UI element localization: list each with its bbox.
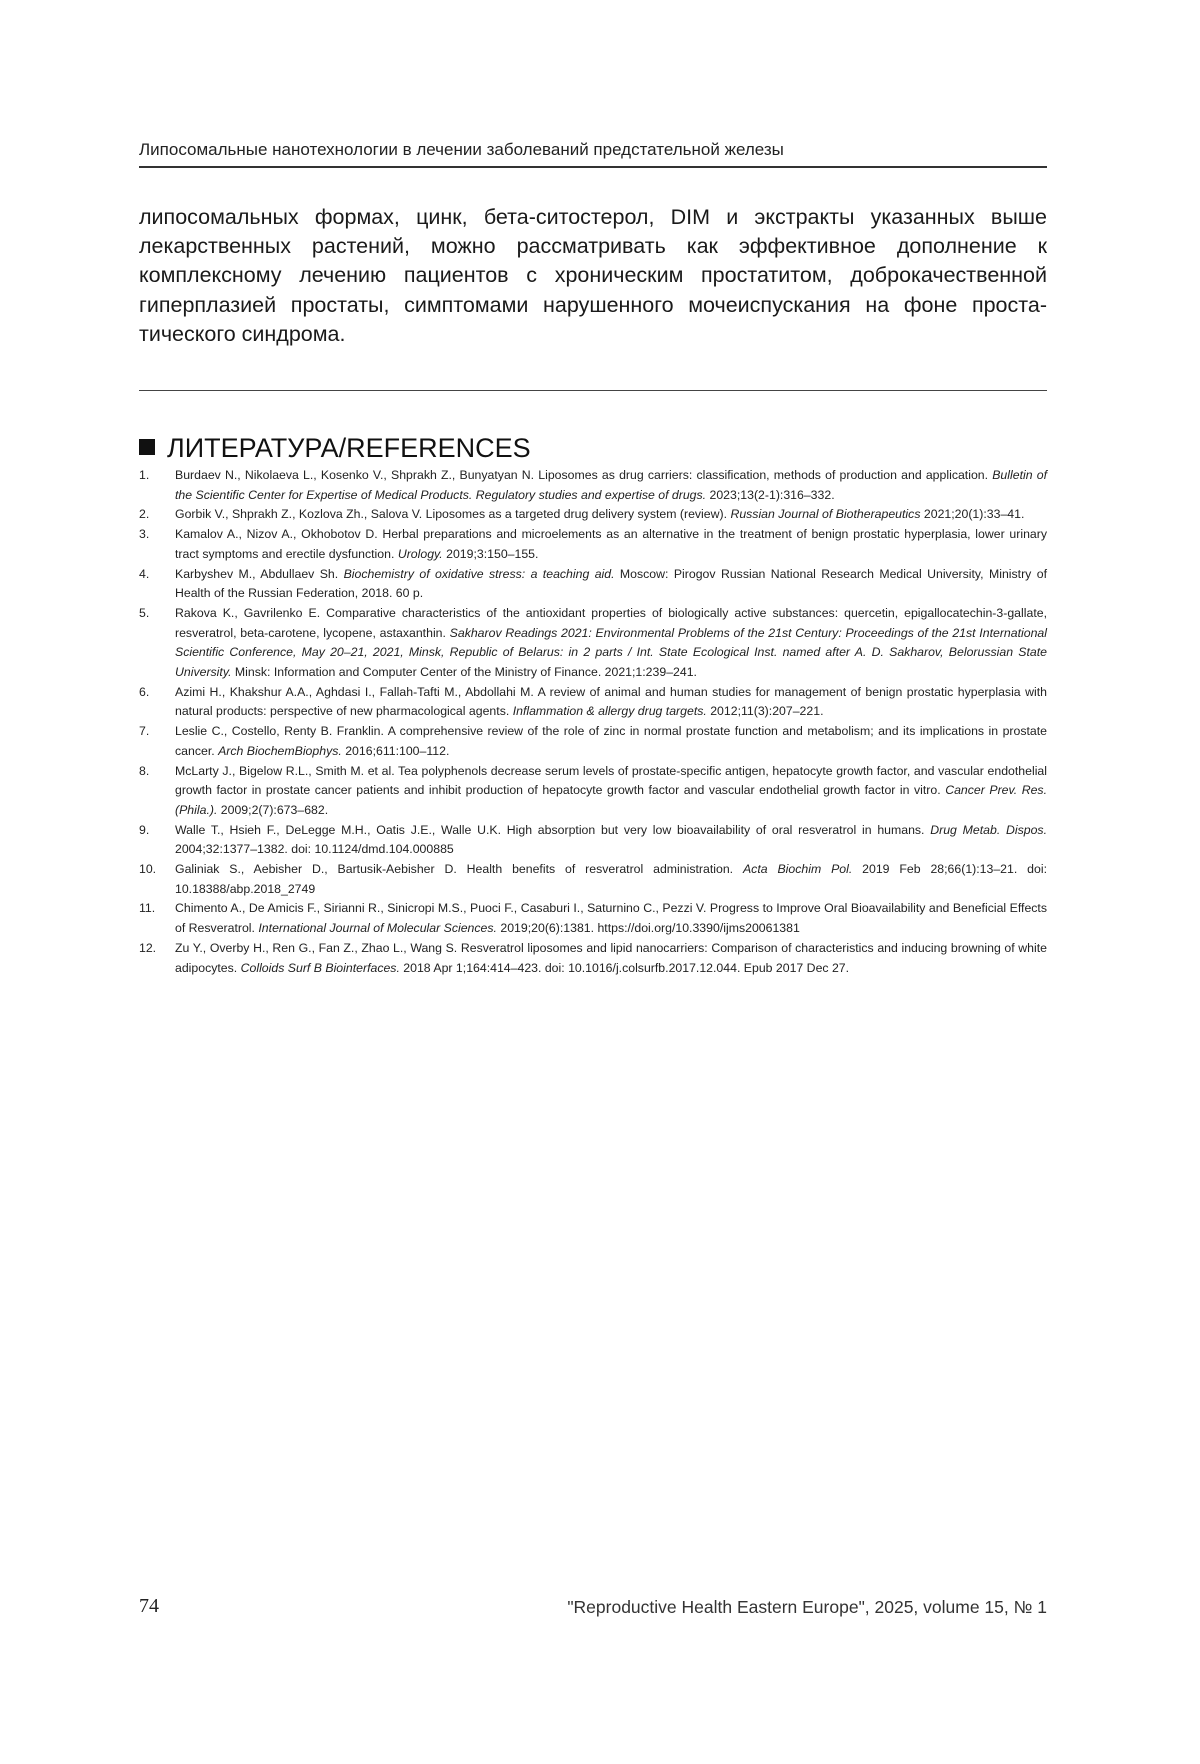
reference-source: Cancer Prev. Res. (Phila.).	[175, 783, 1047, 817]
references-heading-text: ЛИТЕРАТУРА/REFERENCES	[167, 433, 531, 463]
reference-authors-title: Gorbik V., Shprakh Z., Kozlova Zh., Salova V. Liposomes as a targeted drug delivery system (review).	[175, 507, 731, 522]
reference-details: 2019;20(6):1381. https://doi.org/10.3390/ijms20061381	[496, 921, 800, 936]
reference-source: Inflammation & allergy drug targets.	[512, 704, 707, 719]
reference-number: 10.	[139, 862, 157, 877]
reference-details: 2023;13(2-1):316–332.	[706, 487, 835, 502]
reference-source: Colloids Surf B Biointerfaces.	[240, 960, 400, 975]
section-divider	[139, 390, 1047, 391]
reference-number: 12.	[139, 940, 157, 955]
reference-details: Minsk: Information and Computer Center of the Ministry of Finance. 2021;1:239–241.	[231, 665, 697, 680]
reference-source: International Journal of Molecular Sciences.	[258, 921, 497, 936]
reference-item	[139, 466, 1047, 505]
square-bullet-icon	[139, 439, 155, 455]
reference-details: 2018 Apr 1;164:414–423. doi: 10.1016/j.colsurfb.2017.12.044. Epub 2017 Dec 27.	[399, 960, 850, 975]
reference-item	[139, 860, 1047, 899]
reference-number: 3.	[139, 527, 150, 542]
journal-citation-footer: "Reproductive Health Eastern Europe", 2025, volume 15, № 1	[567, 1597, 1047, 1617]
reference-details: 2019 Feb 28;66(1):13–21. doi: 10.18388/abp.2018_2749	[175, 862, 1047, 896]
reference-details: 2009;2(7):673–682.	[217, 802, 329, 817]
reference-details: 2016;611:100–112.	[341, 743, 450, 758]
reference-authors-title: Chimento A., De Amicis F., Sirianni R., Sinicropi M.S., Puoci F., Casaburi I., Saturnino C., Pezzi V. Progress to Improve Oral Bioavailability and Beneficial Effects of Resveratrol.	[175, 901, 1047, 936]
reference-number: 5.	[139, 605, 150, 620]
reference-source: Acta Biochim Pol.	[742, 862, 853, 877]
reference-details: 2019;3:150–155.	[442, 546, 539, 561]
reference-authors-title: Walle T., Hsieh F., DeLegge M.H., Oatis J.E., Walle U.K. High absorption but very low bioavailability of oral resveratrol in humans.	[175, 822, 931, 837]
reference-details: 2021;20(1):33–41.	[920, 507, 1025, 522]
reference-details: Moscow: Pirogov Russian National Research Medical University, Ministry of Health of the Russian Federation, 2018. 60 p.	[175, 566, 1047, 601]
reference-number: 7.	[139, 724, 150, 739]
reference-number: 9.	[139, 822, 150, 837]
reference-authors-title: Burdaev N., Nikolaeva L., Kosenko V., Shprakh Z., Bunyatyan N. Liposomes as drug carriers: classification, methods of production and application.	[175, 468, 993, 482]
reference-item	[139, 525, 1047, 564]
reference-item	[139, 899, 1047, 938]
reference-authors-title: Zu Y., Overby H., Ren G., Fan Z., Zhao L., Wang S. Resveratrol liposomes and lipid nanocarriers: Comparison of characteristics and inducing browning of white adipocytes.	[175, 940, 1047, 975]
reference-authors-title: Karbyshev M., Abdullaev Sh.	[175, 566, 344, 581]
reference-item	[139, 604, 1047, 683]
reference-number: 2.	[139, 507, 150, 522]
reference-source: Urology.	[397, 546, 443, 561]
reference-list	[139, 466, 1047, 978]
reference-authors-title: Galiniak S., Aebisher D., Bartusik-Aebisher D. Health benefits of resveratrol administration.	[175, 862, 743, 877]
reference-item	[139, 821, 1047, 860]
reference-item	[139, 683, 1047, 722]
running-head: Липосомальные нанотехнологии в лечении заболеваний предстательной железы	[139, 140, 1047, 168]
reference-authors-title: McLarty J., Bigelow R.L., Smith M. et al. Tea polyphenols decrease serum levels of prostate-specific antigen, hepatocyte growth factor, and vascular endothelial growth factor in prostate cancer patients and inhibit production of hepatocyte growth factor and vascular endothelial growth factor in vitro.	[175, 763, 1047, 798]
references-heading	[139, 431, 531, 465]
reference-number: 11.	[139, 901, 156, 916]
reference-source: Russian Journal of Biotherapeutics	[730, 507, 921, 522]
reference-number: 4.	[139, 566, 150, 581]
reference-item	[139, 505, 1047, 525]
reference-source: Bulletin of the Scientific Center for Expertise of Medical Products. Regulatory studies and expertise of drugs.	[175, 468, 1047, 502]
reference-number: 1.	[139, 468, 150, 482]
reference-item	[139, 939, 1047, 978]
reference-item	[139, 565, 1047, 604]
reference-authors-title: Azimi H., Khakshur A.A., Aghdasi I., Fallah-Tafti M., Abdollahi M. A review of animal and human studies for management of benign prostatic hyperplasia with natural products: perspective of new pharmacological agents.	[175, 684, 1047, 719]
reference-item	[139, 722, 1047, 761]
reference-details: 2012;11(3):207–221.	[706, 704, 824, 719]
reference-number: 6.	[139, 684, 150, 699]
reference-source: Sakharov Readings 2021: Environmental Problems of the 21st Century: Proceedings of the 21st International Scientific Conference, May 20–21, 2021, Minsk, Republic of Belarus: in 2 parts / Int. State Ecological Inst. named after A. D. Sakharov, Belorussian State University.	[175, 625, 1047, 680]
body-paragraph: липосомальных формах, цинк, бета-ситостерол, DIM и экстракты указанных выше лекарственных растений, можно рассматривать как эффективное дополнение к комплексному лечению пациентов с хроническим простатитом, доброкачественной гиперплазией простаты, симптомами нарушенного мочеиспускания на фоне проста-тического синдрома.	[139, 205, 1047, 346]
reference-source: Biochemistry of oxidative stress: a teaching aid.	[343, 566, 615, 581]
reference-authors-title: Kamalov A., Nizov A., Okhobotov D. Herbal preparations and microelements as an alternative in the treatment of benign prostatic hyperplasia, lower urinary tract symptoms and erectile dysfunction.	[175, 527, 1047, 561]
reference-authors-title: Rakova K., Gavrilenko E. Comparative characteristics of the antioxidant properties of biologically active substances: quercetin, epigallocatechin-3-gallate, resveratrol, beta-carotene, lycopene, astaxanthin.	[175, 605, 1047, 640]
reference-item	[139, 762, 1047, 821]
reference-authors-title: Leslie C., Costello, Renty B. Franklin. A comprehensive review of the role of zinc in normal prostate function and metabolism; and its implications in prostate cancer.	[175, 724, 1047, 758]
reference-details: 2004;32:1377–1382. doi: 10.1124/dmd.104.000885	[175, 842, 454, 857]
page-number: 74	[139, 1595, 159, 1617]
reference-source: Arch BiochemBiophys.	[218, 743, 342, 758]
reference-source: Drug Metab. Dispos.	[930, 822, 1047, 837]
reference-number: 8.	[139, 763, 150, 778]
